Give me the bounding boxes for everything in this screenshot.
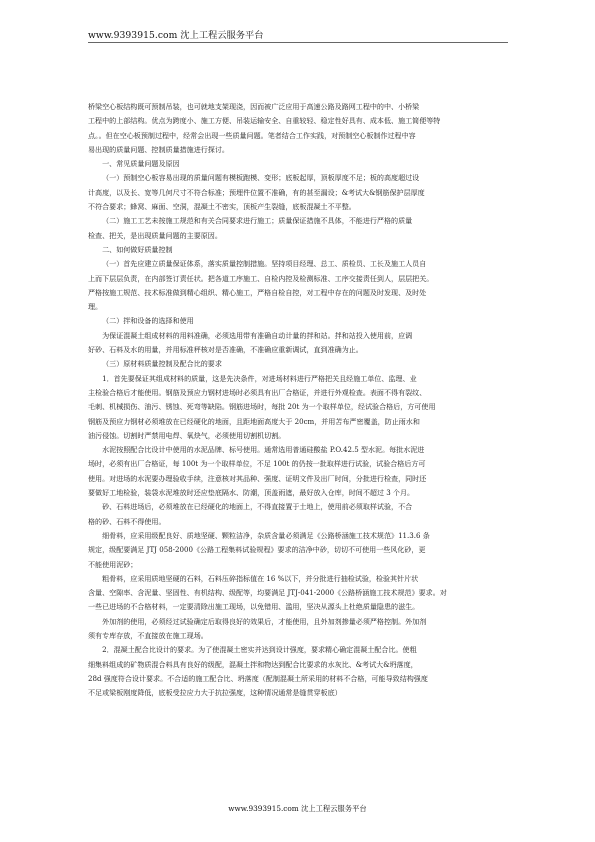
paragraph-line: 使用。对进场的水泥要办理验收手续，注意核对其品种、强度、证明文件及出厂时间，分批进行检查，同时还 bbox=[88, 473, 427, 483]
paragraph-line: 格的砂、石料不得使用。 bbox=[88, 516, 166, 526]
paragraph-line: 不能使用泥砂； bbox=[88, 559, 138, 569]
paragraph-line: 易出现的质量问题、控制质量措施进行探讨。 bbox=[88, 144, 229, 154]
paragraph-line: 桥梁空心板结构既可预制吊装，也可就地支架现浇，因而被广泛应用于高速公路及路网工程中的中、小桥梁 bbox=[88, 102, 420, 111]
paragraph-line: （一）首先应建立质量保证体系，落实质量控制措施。坚持项目经理、总工、质检员、工长及施工人员自 bbox=[102, 259, 427, 269]
paragraph-line: 检查、把关，是出现质量问题的主要原因。 bbox=[88, 230, 222, 240]
page-footer: www.9393915.com 沈上工程云服务平台 bbox=[228, 804, 367, 813]
paragraph-line: 一些已进场的不合格材料，一定要清除出施工现场，以免错用、滥用，坚决从源头上杜绝质量隐患的滋生。 bbox=[88, 602, 420, 612]
paragraph-line: 砂、石料进场后，必须堆放在已经硬化的地面上，不得直接置于土地上，使用前必须取样试验，不合 bbox=[102, 502, 413, 512]
page-header: www.9393915.com 沈上工程云服务平台 bbox=[88, 30, 264, 41]
paragraph-line: 规定，级配要满足 JTJ 058-2000《公路工程集料试验规程》要求的洁净中砂，切切不可使用一些风化砂，更 bbox=[88, 545, 426, 555]
paragraph-line: 细骨料，应采用级配良好、质地坚硬、颗粒洁净，杂质含量必须满足《公路桥涵施工技术规范》11.3.6 条 bbox=[102, 530, 430, 540]
paragraph-line: 好砂、石料及水的用量，并用标准秤核对是否准确，不准确应重新调试，直到准确为止。 bbox=[88, 345, 363, 355]
paragraph-line: 场时，必须有出厂合格证，每 100t 为一个取样单位，不足 100t 的仍按一批取样进行试验，试验合格后方可 bbox=[88, 459, 426, 469]
paragraph-line: 主检验合格后才能使用。钢筋及预应力钢材进场时必须具有出厂合格证，并进行外观检查。表面不得有裂纹、 bbox=[88, 387, 427, 397]
paragraph-line: 理。 bbox=[88, 302, 103, 312]
paragraph-line: 须有专库存放，不直接放在施工现场。 bbox=[88, 630, 208, 640]
section-heading: 一、常见质量问题及原因 bbox=[102, 159, 180, 169]
paragraph-line: 计高度，以及长、宽等几何尺寸不符合标准；预埋件位置不准确，有的甚至漏设；&考试大&钢筋保护层厚度 bbox=[88, 187, 425, 197]
paragraph-line: 外加剂的使用，必须经过试验确定后取得良好的效果后，才能使用，且外加剂掺量必须严格控制。外加剂 bbox=[102, 616, 427, 626]
paragraph-line: 水泥按照配合比设计中使用的水泥品牌、标号使用。通常选用普通硅酸盐 P.O.42.5 型水泥。每批水泥进 bbox=[102, 445, 425, 455]
paragraph-line: 不符合要求；蜂窝、麻面、空洞，混凝土不密实，顶板产生裂缝，底板混凝土不平整。 bbox=[88, 202, 356, 212]
paragraph-line: 上而下层层负责，在内部签订责任状。把各道工序施工、自检内控及检测标准、工序交接责任到人，层层把关。 bbox=[88, 273, 434, 283]
paragraph-line: 2．混凝土配合比设计的要求。为了使混凝土密实并达到设计强度，要求精心确定混凝土配合比。使粗 bbox=[102, 645, 417, 655]
paragraph-line: 严格按施工规范、技术标准做到精心组织、精心施工，严格自检自控，对工程中存在的问题及时发现、及时处 bbox=[88, 287, 427, 297]
paragraph-line: 不足或梁板刚度降低，底板受拉应力大于抗拉强度，这种情况通常是缝贯穿板底） bbox=[88, 688, 342, 698]
header-rule bbox=[88, 42, 508, 43]
paragraph-line: 钢筋及预应力钢材必须堆放在已经硬化的地面，且距地面高度大于 20cm，并用苫布严密覆盖，防止雨水和 bbox=[88, 416, 420, 426]
subsection-heading: （三）原材料质量控制及配合比的要求 bbox=[102, 359, 222, 369]
paragraph-line: 为保证混凝土组成材料的用料准确，必须选用带有准确自动计量的拌和站。拌和站投入使用前，应调 bbox=[102, 330, 413, 340]
article-body bbox=[88, 100, 508, 700]
subsection-heading: （二）拌和设备的选择和使用 bbox=[102, 316, 194, 326]
paragraph-line: （一）预制空心板容易出现的质量问题有模板跑模、变形；底板起厚，顶板厚度不足；板的高度超过设 bbox=[102, 173, 420, 183]
paragraph-line: （二）施工工艺未按施工规范和有关合同要求进行施工；质量保证措施不具体，不能进行严格的质量 bbox=[102, 216, 413, 226]
paragraph-line: 1．首先要保证其组成材料的质量，这是先决条件，对进场材料进行严格把关且经施工单位、监理、业 bbox=[102, 373, 417, 383]
paragraph-line: 要做好工地检验，装袋水泥堆放时还应垫底隔水、防潮，顶盖雨遮，最好放入仓库，时间不超过 3 个月。 bbox=[88, 488, 415, 498]
paragraph-line: 油污侵蚀。切割时严禁用电焊、氧炔气，必须使用切割机切割。 bbox=[88, 430, 286, 440]
paragraph-line: 工程中的上部结构。优点为跨度小、施工方便、吊装运输安全、自重较轻、稳定性好具有、成本低、施工简便等特 bbox=[88, 116, 441, 126]
paragraph-line: 毛刺、机械损伤、油污、锈蚀、死弯等缺陷。钢筋进场时，每批 20t 为一个取样单位，经试验合格后，方可使用 bbox=[88, 402, 436, 412]
paragraph-line: 细集料组成的矿物质混合料具有良好的级配，混凝土拌和物达到配合比要求的水灰比、&考试大&坍落度， bbox=[88, 659, 418, 669]
section-heading: 二、如何做好质量控制 bbox=[102, 244, 173, 254]
paragraph-line: 点。。但在空心板预制过程中，经常会出现一些质量问题。笔者结合工作实践，对预制空心板制作过程中容 bbox=[88, 130, 416, 140]
paragraph-line: 含量、空隙率、含泥量、坚固性、有机结构、级配等，均要满足 JTJ-041-2000《公路桥涵施工技术规范》要求。对 bbox=[88, 588, 447, 598]
paragraph-line: 粗骨料，应采用质地坚硬的石料，石料压碎指标值在 16 %以下，并分批进行抽检试验，检验其针片状 bbox=[102, 573, 419, 583]
paragraph-line: 28d 强度符合设计要求。不合适的施工配合比、坍落度（配制混凝土所采用的材料不合格，可能导致结构强度 bbox=[88, 673, 428, 683]
